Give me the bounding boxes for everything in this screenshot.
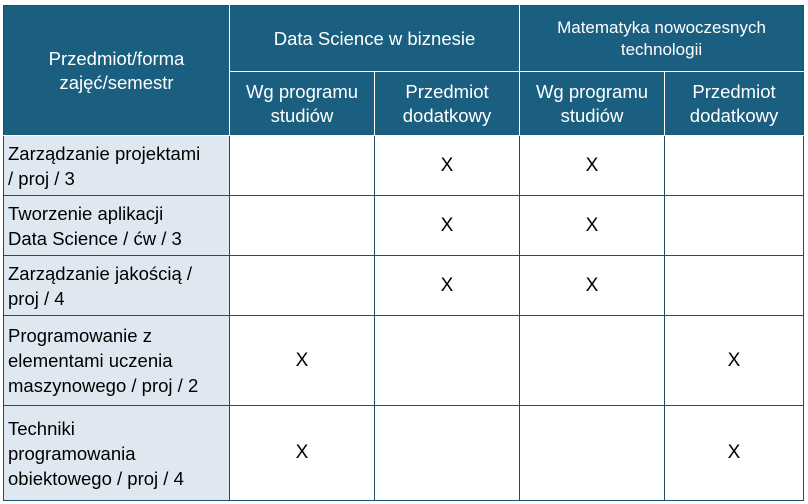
subheader-line: studiów: [270, 104, 334, 126]
subheader-przedmiot-dodatkowy: [375, 72, 520, 136]
cell-mark: X: [375, 136, 520, 196]
subheader-line: Wg programu: [245, 80, 359, 102]
row-label: [4, 196, 230, 256]
row-label: [4, 316, 230, 406]
row-label-line: obiektowego / proj / 4: [8, 467, 184, 489]
row-label-line: elementami uczenia: [8, 350, 173, 371]
group-header-title: Data Science w biznesie: [273, 27, 476, 49]
subheader-line: studiów: [560, 104, 624, 126]
subheader-line: dodatkowy: [402, 104, 492, 126]
row-label: [4, 136, 230, 196]
cell-mark: X: [520, 136, 665, 196]
cell-mark: [520, 316, 665, 406]
cell-mark: X: [230, 406, 375, 501]
table-row: [4, 136, 804, 196]
subheader-przedmiot-dodatkowy: [665, 72, 804, 136]
cell-mark: [375, 316, 520, 406]
table-row: [4, 406, 804, 501]
row-label-line: Zarządzanie projektami: [8, 142, 201, 164]
group-header-data-science: [230, 6, 520, 72]
cell-mark: X: [520, 256, 665, 316]
cell-mark: [665, 256, 804, 316]
subheader-line: Przedmiot: [405, 80, 489, 102]
cell-mark: X: [665, 406, 804, 501]
cell-mark: X: [375, 196, 520, 256]
table-row: [4, 196, 804, 256]
subheader-wg-programu: [230, 72, 375, 136]
table-row: [4, 256, 804, 316]
row-label-line: Data Science / ćw / 3: [8, 227, 182, 249]
group-header-title-line: technologii: [620, 39, 703, 59]
row-label-line: Techniki: [8, 417, 75, 439]
cell-mark: X: [375, 256, 520, 316]
cell-mark: [665, 196, 804, 256]
subheader-wg-programu: [520, 72, 665, 136]
cell-mark: X: [665, 316, 804, 406]
cell-mark: X: [230, 316, 375, 406]
cell-mark: [230, 196, 375, 256]
group-header-matematyka: [520, 6, 804, 72]
row-label-line: maszynowego / proj / 2: [8, 375, 199, 396]
cell-mark: [375, 406, 520, 501]
cell-mark: [665, 136, 804, 196]
row-label-line: Tworzenie aplikacji: [8, 202, 164, 224]
table-row: [4, 316, 804, 406]
subheader-line: Wg programu: [535, 80, 649, 102]
group-header-title-line: Matematyka nowoczesnych: [557, 17, 766, 37]
subheader-line: Przedmiot: [692, 80, 776, 102]
row-label: [4, 256, 230, 316]
row-label-line: Zarządzanie jakością /: [8, 262, 193, 284]
row-label: [4, 406, 230, 501]
cell-mark: [230, 256, 375, 316]
cell-mark: X: [520, 196, 665, 256]
course-table: [3, 5, 804, 501]
cell-mark: [230, 136, 375, 196]
cell-mark: [520, 406, 665, 501]
subheader-line: dodatkowy: [689, 104, 779, 126]
corner-header: [4, 6, 230, 136]
corner-header-line: Przedmiot/forma: [48, 47, 185, 69]
row-label-line: programowania: [8, 442, 136, 464]
row-label-line: Programowanie z: [8, 325, 152, 346]
row-label-line: proj / 4: [8, 287, 65, 309]
corner-header-line: zajęć/semestr: [59, 71, 174, 93]
row-label-line: / proj / 3: [8, 167, 75, 189]
